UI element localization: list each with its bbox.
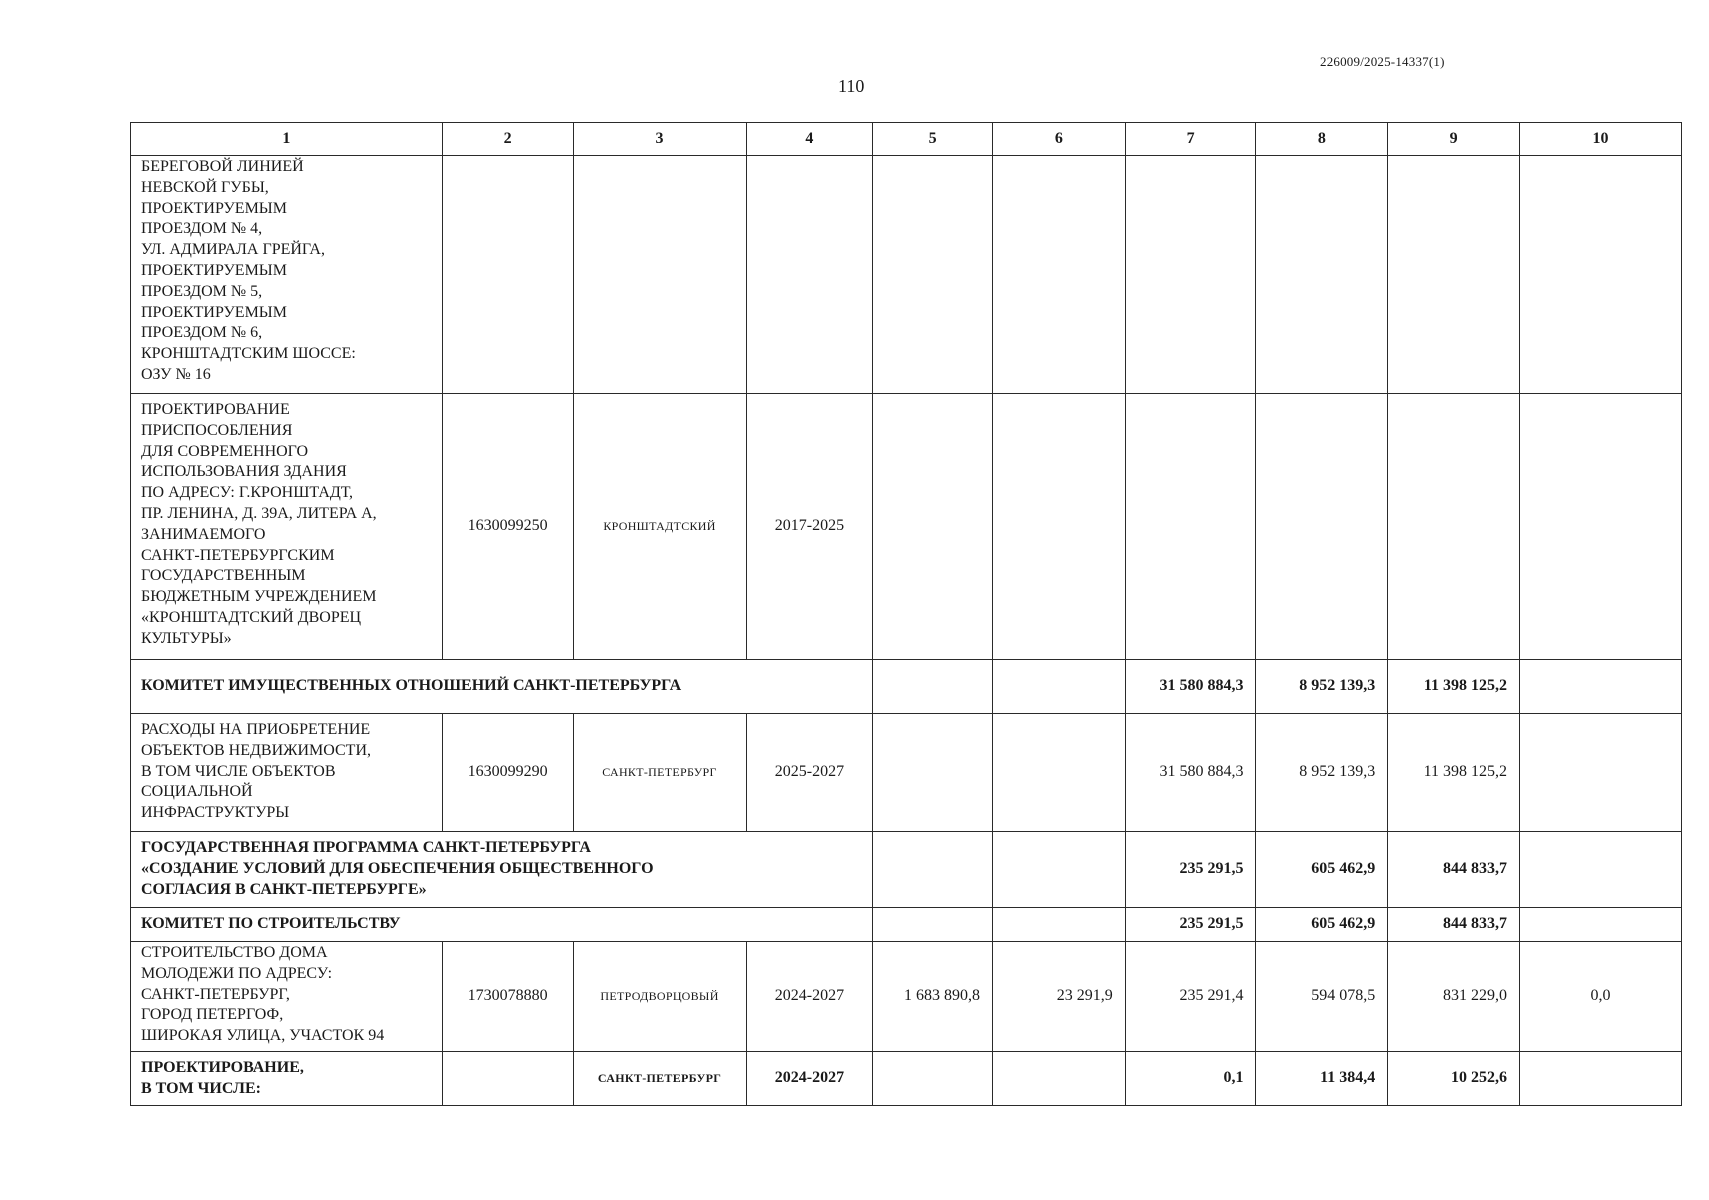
column-header-4: 4 — [746, 123, 873, 156]
text-line: ПО АДРЕСУ: Г.КРОНШТАДТ, — [141, 484, 353, 502]
text-line: КРОНШТАДТСКИМ ШОССЕ: — [141, 345, 356, 363]
value-cell — [873, 908, 993, 942]
object-name-cell — [131, 714, 443, 832]
value-cell-8: 8 952 139,3 — [1256, 714, 1388, 832]
value-cell — [1256, 156, 1388, 394]
text-line: УЛ. АДМИРАЛА ГРЕЙГА, — [141, 241, 325, 259]
value-cell — [992, 714, 1125, 832]
text-line: ДЛЯ СОВРЕМЕННОГО — [141, 442, 309, 460]
text-line: ПРОЕКТИРОВАНИЕ, — [141, 1058, 304, 1076]
value-cell — [1388, 156, 1520, 394]
value-cell — [1519, 832, 1681, 908]
text-line: ШИРОКАЯ УЛИЦА, УЧАСТОК 94 — [141, 1027, 385, 1045]
column-header-9: 9 — [1388, 123, 1520, 156]
object-name-cell — [131, 1052, 443, 1106]
code-cell: 1630099290 — [442, 714, 573, 832]
value-cell — [873, 714, 993, 832]
value-cell — [1519, 714, 1681, 832]
text-line: МОЛОДЕЖИ ПО АДРЕСУ: — [141, 964, 333, 982]
district-cell: ПЕТРОДВОРЦОВЫЙ — [573, 942, 746, 1052]
value-cell — [992, 156, 1125, 394]
column-header-8: 8 — [1256, 123, 1388, 156]
value-cell-7: 0,1 — [1125, 1052, 1256, 1106]
value-cell — [992, 1052, 1125, 1106]
text-line: «СОЗДАНИЕ УСЛОВИЙ ДЛЯ ОБЕСПЕЧЕНИЯ ОБЩЕСТВЕННОГО — [141, 860, 654, 878]
text-line: КУЛЬТУРЫ» — [141, 629, 232, 647]
value-cell-9: 11 398 125,2 — [1388, 714, 1520, 832]
document-id: 226009/2025-14337(1) — [1320, 54, 1445, 69]
text-line: В ТОМ ЧИСЛЕ ОБЪЕКТОВ — [141, 762, 336, 780]
value-cell-8: 605 462,9 — [1256, 908, 1388, 942]
section-row — [131, 908, 1682, 942]
period-cell: 2025-2027 — [746, 714, 873, 832]
value-cell — [992, 908, 1125, 942]
value-cell-7: 31 580 884,3 — [1125, 660, 1256, 714]
value-cell — [992, 660, 1125, 714]
table-row — [131, 1052, 1682, 1106]
value-cell — [1519, 156, 1681, 394]
value-cell-8: 11 384,4 — [1256, 1052, 1388, 1106]
value-cell-9: 844 833,7 — [1388, 832, 1520, 908]
value-cell-9: 10 252,6 — [1388, 1052, 1520, 1106]
value-cell-8: 605 462,9 — [1256, 832, 1388, 908]
text-line: ПРОЕЗДОМ № 5, — [141, 282, 263, 300]
object-name-cell — [131, 942, 443, 1052]
text-line: ПРОЕКТИРУЕМЫМ — [141, 303, 287, 321]
section-row — [131, 660, 1682, 714]
value-cell — [873, 832, 993, 908]
code-cell — [442, 156, 573, 394]
budget-table — [130, 122, 1682, 1106]
value-cell — [1519, 908, 1681, 942]
text-line: ГОСУДАРСТВЕННАЯ ПРОГРАММА САНКТ-ПЕТЕРБУРГА — [141, 839, 591, 857]
text-line: ПРОЕКТИРУЕМЫМ — [141, 199, 287, 217]
text-line: ПРИСПОСОБЛЕНИЯ — [141, 421, 293, 439]
value-cell-9: 844 833,7 — [1388, 908, 1520, 942]
table-row — [131, 942, 1682, 1052]
code-cell — [442, 1052, 573, 1106]
page-number: 110 — [838, 76, 865, 96]
text-line: БЕРЕГОВОЙ ЛИНИЕЙ — [141, 158, 304, 175]
section-row — [131, 832, 1682, 908]
district-cell: КРОНШТАДТСКИЙ — [573, 394, 746, 660]
text-line: ОЗУ № 16 — [141, 365, 211, 383]
text-line: ПРОЕЗДОМ № 6, — [141, 324, 263, 342]
text-line: РАСХОДЫ НА ПРИОБРЕТЕНИЕ — [141, 721, 371, 738]
text-line: СТРОИТЕЛЬСТВО ДОМА — [141, 944, 328, 961]
column-header-7: 7 — [1125, 123, 1256, 156]
code-cell: 1630099250 — [442, 394, 573, 660]
value-cell — [873, 156, 993, 394]
section-title: КОМИТЕТ ПО СТРОИТЕЛЬСТВУ — [131, 908, 873, 942]
text-line: «КРОНШТАДТСКИЙ ДВОРЕЦ — [141, 608, 362, 626]
text-line: САНКТ-ПЕТЕРБУРГСКИМ — [141, 546, 335, 564]
value-cell — [1388, 394, 1520, 660]
value-cell-7: 235 291,5 — [1125, 832, 1256, 908]
column-header-10: 10 — [1519, 123, 1681, 156]
value-cell — [873, 394, 993, 660]
period-cell: 2024-2027 — [746, 1052, 873, 1106]
value-cell-9: 831 229,0 — [1388, 942, 1520, 1052]
value-cell-7: 235 291,4 — [1125, 942, 1256, 1052]
table-row — [131, 156, 1682, 394]
value-cell-5: 1 683 890,8 — [873, 942, 993, 1052]
text-line: САНКТ-ПЕТЕРБУРГ, — [141, 985, 290, 1003]
value-cell — [1519, 1052, 1681, 1106]
table-row — [131, 394, 1682, 660]
period-cell: 2017-2025 — [746, 394, 873, 660]
text-line: ИСПОЛЬЗОВАНИЯ ЗДАНИЯ — [141, 463, 347, 481]
text-line: ПРОЕКТИРУЕМЫМ — [141, 261, 287, 279]
value-cell-8: 8 952 139,3 — [1256, 660, 1388, 714]
text-line: ГОРОД ПЕТЕРГОФ, — [141, 1006, 284, 1024]
value-cell-8: 594 078,5 — [1256, 942, 1388, 1052]
value-cell — [992, 394, 1125, 660]
program-title — [131, 832, 873, 908]
header-row — [131, 123, 1682, 156]
text-line: ОБЪЕКТОВ НЕДВИЖИМОСТИ, — [141, 741, 371, 759]
period-cell: 2024-2027 — [746, 942, 873, 1052]
text-line: СОЦИАЛЬНОЙ — [141, 783, 253, 801]
value-cell — [873, 660, 993, 714]
text-line: БЮДЖЕТНЫМ УЧРЕЖДЕНИЕМ — [141, 588, 377, 606]
column-header-2: 2 — [442, 123, 573, 156]
column-header-5: 5 — [873, 123, 993, 156]
table-row — [131, 714, 1682, 832]
value-cell-7: 31 580 884,3 — [1125, 714, 1256, 832]
district-cell: САНКТ-ПЕТЕРБУРГ — [573, 1052, 746, 1106]
period-cell — [746, 156, 873, 394]
text-line: В ТОМ ЧИСЛЕ: — [141, 1079, 261, 1097]
value-cell-6: 23 291,9 — [992, 942, 1125, 1052]
value-cell-7: 235 291,5 — [1125, 908, 1256, 942]
value-cell — [1256, 394, 1388, 660]
text-line: ИНФРАСТРУКТУРЫ — [141, 804, 290, 822]
value-cell — [1125, 394, 1256, 660]
value-cell-10: 0,0 — [1519, 942, 1681, 1052]
district-cell — [573, 156, 746, 394]
value-cell — [873, 1052, 993, 1106]
text-line: ПРОЕЗДОМ № 4, — [141, 220, 263, 238]
object-name-cell — [131, 394, 443, 660]
value-cell — [992, 832, 1125, 908]
text-line: СОГЛАСИЯ В САНКТ-ПЕТЕРБУРГЕ» — [141, 880, 427, 898]
column-header-1: 1 — [131, 123, 443, 156]
value-cell — [1519, 394, 1681, 660]
column-header-6: 6 — [992, 123, 1125, 156]
column-header-3: 3 — [573, 123, 746, 156]
text-line: ЗАНИМАЕМОГО — [141, 525, 266, 543]
text-line: ПРОЕКТИРОВАНИЕ — [141, 401, 290, 418]
section-title: КОМИТЕТ ИМУЩЕСТВЕННЫХ ОТНОШЕНИЙ САНКТ-ПЕТЕРБУРГА — [131, 660, 873, 714]
value-cell — [1519, 660, 1681, 714]
value-cell-9: 11 398 125,2 — [1388, 660, 1520, 714]
code-cell: 1730078880 — [442, 942, 573, 1052]
district-cell: САНКТ-ПЕТЕРБУРГ — [573, 714, 746, 832]
object-name-cell — [131, 156, 443, 394]
text-line: ПР. ЛЕНИНА, Д. 39А, ЛИТЕРА А, — [141, 504, 377, 522]
text-line: НЕВСКОЙ ГУБЫ, — [141, 178, 269, 196]
value-cell — [1125, 156, 1256, 394]
text-line: ГОСУДАРСТВЕННЫМ — [141, 567, 306, 585]
